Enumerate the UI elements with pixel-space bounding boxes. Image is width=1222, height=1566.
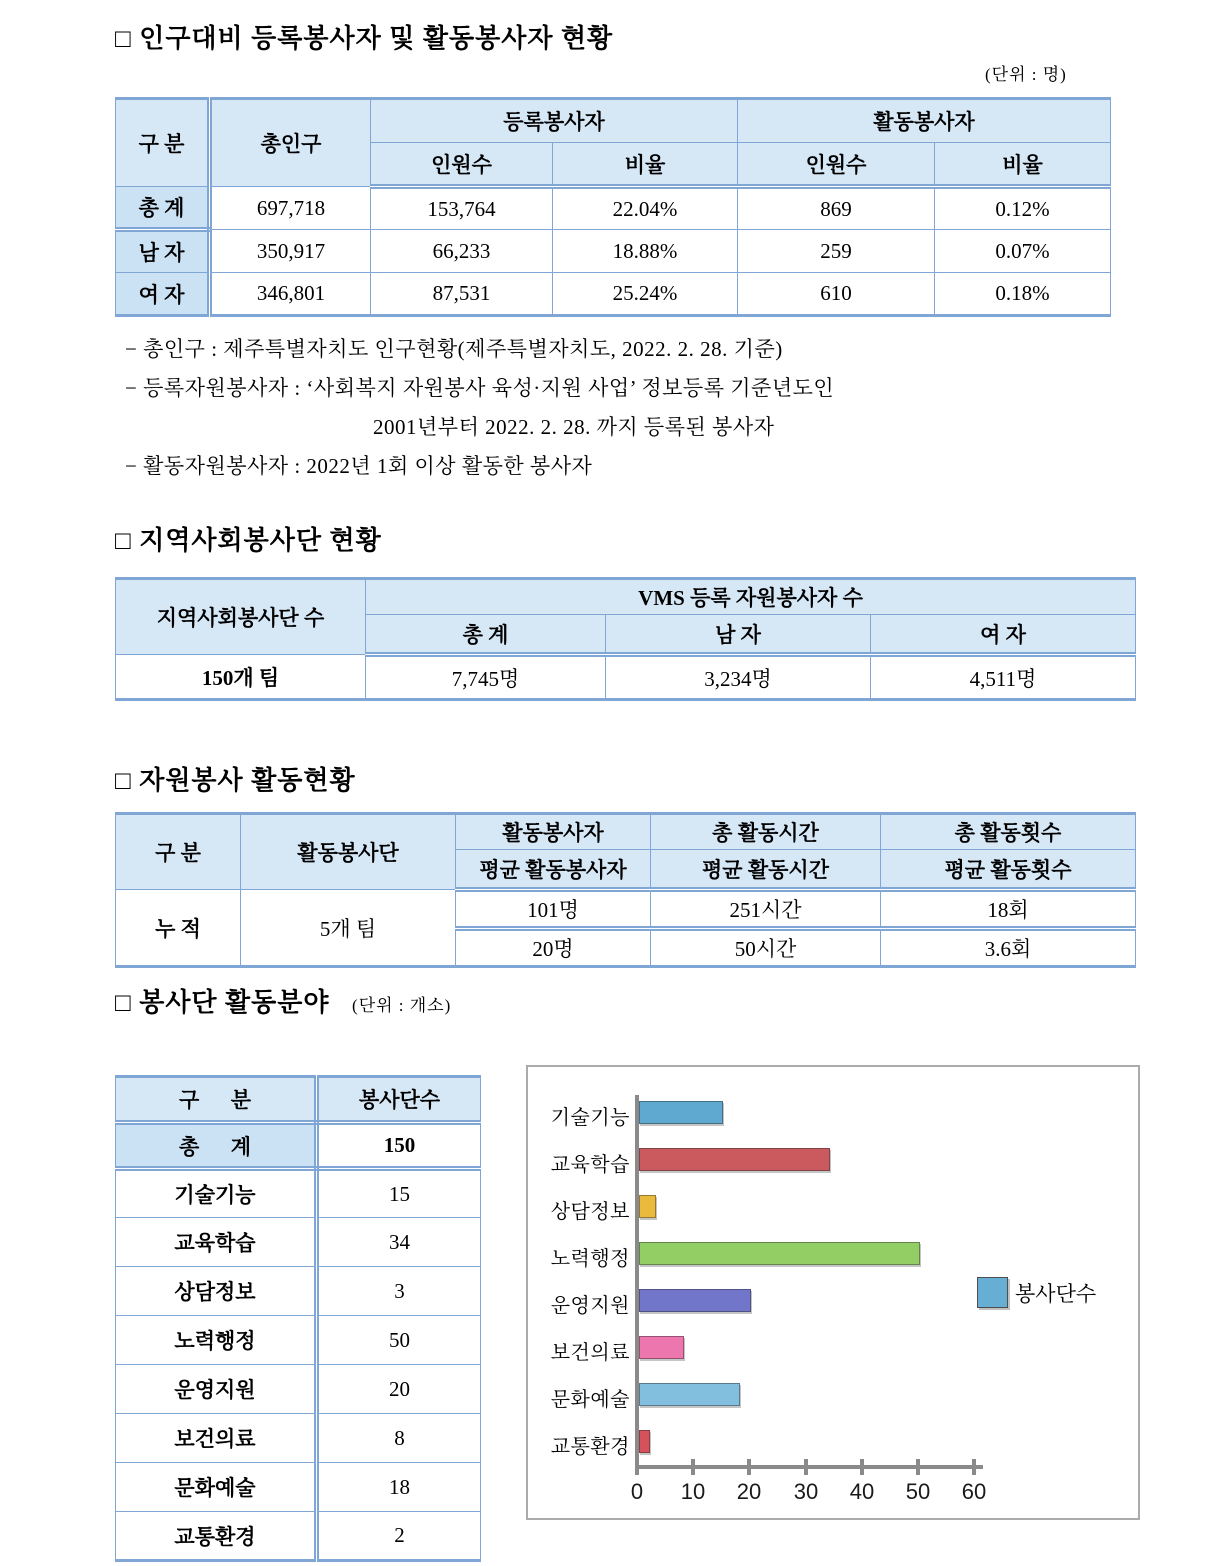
cell-male-act-n: 259 (738, 230, 935, 273)
col-header-gubun: 구 분 (116, 1077, 317, 1123)
cell-avg-times: 3.6회 (881, 929, 1136, 967)
x-axis-tick-label: 0 (630, 1479, 644, 1504)
x-axis-tick-label: 30 (793, 1479, 819, 1504)
x-axis-tick-label: 20 (736, 1479, 762, 1504)
group-header-vms: VMS 등록 자원봉사자 수 (366, 579, 1136, 615)
section4-unit-note: (단위 : 개소) (352, 996, 452, 1015)
sub-header-total: 총 계 (366, 615, 606, 655)
header-active-volunteers: 활동봉사자 (456, 814, 651, 850)
chart-bar-교육학습 (639, 1148, 830, 1171)
chart-legend (977, 1277, 1096, 1308)
cell-total-act-r: 0.12% (935, 187, 1111, 230)
x-axis-tick (804, 1459, 808, 1475)
header-total-hours: 총 활동시간 (651, 814, 881, 850)
chart-bar-상담정보 (639, 1195, 656, 1218)
table-row (116, 814, 1136, 850)
footnote-line: − 등록자원봉사자 : ‘사회복지 자원봉사 육성·지원 사업’ 정보등록 기준년도인 (125, 376, 835, 400)
row-label-field: 운영지원 (116, 1365, 317, 1414)
col-header-gubun: 구 분 (116, 99, 210, 187)
activity-field-table (115, 1075, 481, 1562)
cell-hours: 251시간 (651, 890, 881, 929)
cell-avg-volunteers: 20명 (456, 929, 651, 967)
row-label-field: 교육학습 (116, 1218, 317, 1267)
header-avg-hours: 평균 활동시간 (651, 850, 881, 890)
cell-total-reg-n: 153,764 (371, 187, 553, 230)
chart-category-label: 상담정보 (550, 1201, 630, 1223)
cell-times: 18회 (881, 890, 1136, 929)
cell-field-count: 8 (317, 1414, 481, 1463)
table-row (116, 1512, 481, 1561)
section1-unit-note: (단위 : 명) (985, 65, 1067, 84)
chart-bar-교통환경 (639, 1430, 650, 1453)
footnote-line: − 활동자원봉사자 : 2022년 1회 이상 활동한 봉사자 (125, 454, 593, 478)
x-axis-tick (860, 1459, 864, 1475)
section4-heading-text: □ 봉사단 활동분야 (115, 988, 330, 1017)
chart-x-axis (635, 1465, 983, 1469)
table-row (116, 187, 1111, 230)
chart-bar-운영지원 (639, 1289, 751, 1312)
x-axis-tick-label: 10 (680, 1479, 706, 1504)
row-label-field: 노력행정 (116, 1316, 317, 1365)
table-row (116, 1077, 481, 1123)
sub-header-reg-ratio: 비율 (553, 143, 738, 187)
section2-heading: □ 지역사회봉사단 현황 (115, 526, 382, 555)
cell-field-count: 50 (317, 1316, 481, 1365)
sub-header-female: 여 자 (871, 615, 1136, 655)
cell-field-count: 20 (317, 1365, 481, 1414)
col-header-gubun: 구 분 (116, 814, 241, 890)
cell-field-count: 34 (317, 1218, 481, 1267)
cell-vms-male: 3,234명 (606, 655, 871, 700)
x-axis-tick-label: 40 (849, 1479, 875, 1504)
cell-field-count: 2 (317, 1512, 481, 1561)
cell-total-count: 150 (317, 1123, 481, 1169)
x-axis-tick-label: 60 (961, 1479, 987, 1504)
chart-bar-노력행정 (639, 1242, 920, 1265)
table-row (116, 1463, 481, 1512)
row-label-cumulative: 누 적 (116, 890, 241, 967)
cell-male-pop: 350,917 (210, 230, 371, 273)
legend-label: 봉사단수 (1015, 1281, 1097, 1306)
table-row (116, 1365, 481, 1414)
chart-category-label: 노력행정 (550, 1248, 630, 1270)
chart-category-label: 교통환경 (550, 1436, 630, 1458)
population-volunteer-table (115, 97, 1111, 317)
table-row (116, 655, 1136, 700)
x-axis-tick (972, 1459, 976, 1475)
table-row (116, 1414, 481, 1463)
x-axis-tick-label: 50 (905, 1479, 931, 1504)
cell-female-reg-r: 25.24% (553, 273, 738, 316)
section4-heading (115, 982, 451, 1019)
legend-swatch (977, 1277, 1008, 1308)
row-label-field: 상담정보 (116, 1267, 317, 1316)
chart-category-label: 운영지원 (550, 1295, 630, 1317)
cell-field-count: 18 (317, 1463, 481, 1512)
col-header-team-count: 봉사단수 (317, 1077, 481, 1123)
community-volunteer-team-table (115, 577, 1136, 701)
x-axis-tick (691, 1459, 695, 1475)
row-label-total: 총 계 (116, 1123, 317, 1169)
header-avg-volunteers: 평균 활동봉사자 (456, 850, 651, 890)
cell-field-count: 15 (317, 1169, 481, 1218)
cell-female-act-n: 610 (738, 273, 935, 316)
table-row (116, 1123, 481, 1169)
header-avg-times: 평균 활동횟수 (881, 850, 1136, 890)
col-header-team-count: 지역사회봉사단 수 (116, 579, 366, 655)
cell-volunteers: 101명 (456, 890, 651, 929)
cell-team-count: 150개 팀 (116, 655, 366, 700)
table-row (116, 1218, 481, 1267)
table-row (116, 1169, 481, 1218)
x-axis-tick (635, 1459, 639, 1475)
chart-bar-보건의료 (639, 1336, 684, 1359)
row-label-female: 여 자 (116, 273, 210, 316)
sub-header-reg-count: 인원수 (371, 143, 553, 187)
row-label-field: 문화예술 (116, 1463, 317, 1512)
table-row (116, 230, 1111, 273)
cell-field-count: 3 (317, 1267, 481, 1316)
x-axis-tick (747, 1459, 751, 1475)
chart-bar-기술기능 (639, 1101, 723, 1124)
chart-category-label: 교육학습 (550, 1154, 630, 1176)
footnotes (125, 330, 834, 486)
chart-category-label: 기술기능 (550, 1107, 630, 1129)
cell-male-reg-n: 66,233 (371, 230, 553, 273)
cell-total-act-n: 869 (738, 187, 935, 230)
col-header-population: 총인구 (210, 99, 371, 187)
x-axis-tick (916, 1459, 920, 1475)
sub-header-male: 남 자 (606, 615, 871, 655)
chart-category-label: 보건의료 (550, 1342, 630, 1364)
cell-avg-hours: 50시간 (651, 929, 881, 967)
section3-heading: □ 자원봉사 활동현황 (115, 766, 356, 795)
footnote-line: − 총인구 : 제주특별자치도 인구현황(제주특별자치도, 2022. 2. 28. 기준) (125, 337, 783, 361)
cell-total-pop: 697,718 (210, 187, 371, 230)
row-label-field: 보건의료 (116, 1414, 317, 1463)
chart-category-label: 문화예술 (550, 1389, 630, 1411)
cell-female-act-r: 0.18% (935, 273, 1111, 316)
row-label-field: 기술기능 (116, 1169, 317, 1218)
table-row (116, 1267, 481, 1316)
header-total-times: 총 활동횟수 (881, 814, 1136, 850)
sub-header-act-ratio: 비율 (935, 143, 1111, 187)
table-row (116, 1316, 481, 1365)
section1-heading: □ 인구대비 등록봉사자 및 활동봉사자 현황 (115, 24, 614, 53)
group-header-active: 활동봉사자 (738, 99, 1111, 143)
chart-bar-문화예술 (639, 1383, 740, 1406)
group-header-registered: 등록봉사자 (371, 99, 738, 143)
cell-male-act-r: 0.07% (935, 230, 1111, 273)
cell-vms-total: 7,745명 (366, 655, 606, 700)
row-label-field: 교통환경 (116, 1512, 317, 1561)
cell-male-reg-r: 18.88% (553, 230, 738, 273)
table-row (116, 579, 1136, 615)
cell-female-reg-n: 87,531 (371, 273, 553, 316)
table-row (116, 99, 1111, 143)
cell-female-pop: 346,801 (210, 273, 371, 316)
table-row (116, 273, 1111, 316)
cell-total-reg-r: 22.04% (553, 187, 738, 230)
volunteer-activity-table (115, 812, 1136, 968)
cell-vms-female: 4,511명 (871, 655, 1136, 700)
table-row (116, 890, 1136, 929)
row-label-male: 남 자 (116, 230, 210, 273)
activity-field-bar-chart (526, 1065, 1140, 1520)
cell-team-count: 5개 팀 (241, 890, 456, 967)
row-label-total: 총 계 (116, 187, 210, 230)
footnote-line: 2001년부터 2022. 2. 28. 까지 등록된 봉사자 (373, 415, 775, 439)
sub-header-act-count: 인원수 (738, 143, 935, 187)
col-header-active-team: 활동봉사단 (241, 814, 456, 890)
